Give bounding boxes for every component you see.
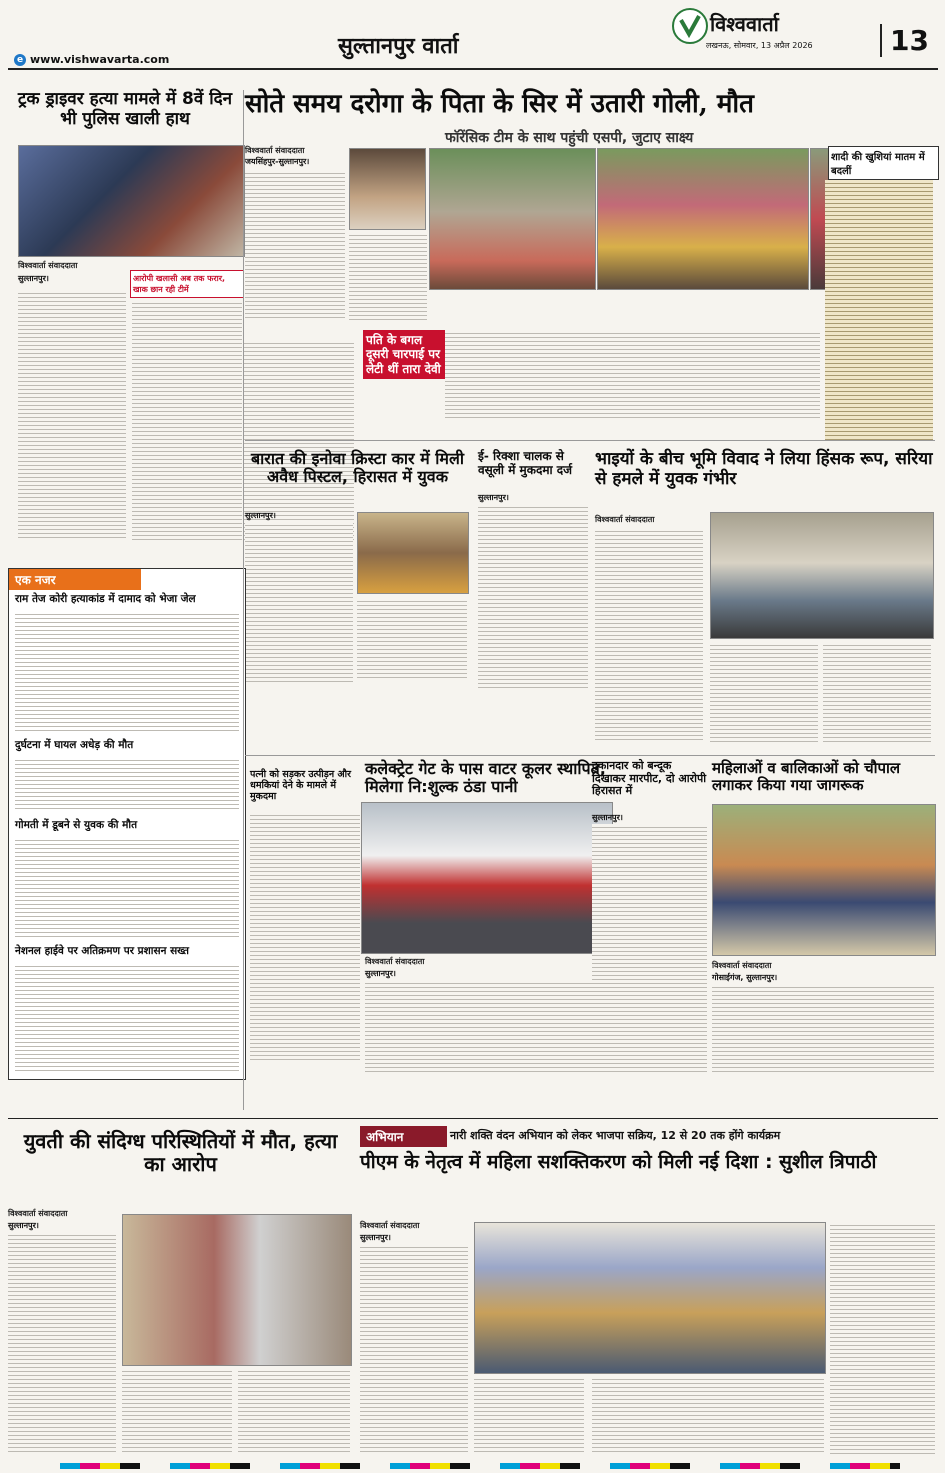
lead-headline: सोते समय दरोगा के पिता के सिर में उतारी गोली, मौत (245, 89, 754, 119)
story-truck (8, 90, 242, 560)
story-yuvati (8, 1130, 353, 1460)
ek-nazar-item-1: राम तेज कोरी हत्याकांड में दामाद को भेजा जेल (15, 593, 196, 605)
brand-logo (672, 8, 708, 44)
story-erickshaw (478, 450, 588, 750)
abhiyan-tag: अभियान (360, 1126, 447, 1147)
abhiyan-photo (474, 1222, 826, 1374)
page-header (0, 0, 945, 72)
chaupal-headline: महिलाओं व बालिकाओं को चौपाल लगाकर किया गया जागरूक (712, 759, 901, 795)
story-lead (245, 90, 935, 430)
shopkeeper-body (592, 824, 707, 1074)
cooler-body (365, 980, 610, 1075)
cooler-headline: कलेक्ट्रेट गेट के पास वाटर कूलर स्थापित, मिलेगा नि:शुल्क ठंडा पानी (365, 759, 606, 797)
story-cooler (365, 760, 610, 1080)
site-globe-icon: e (14, 54, 26, 66)
story-shopkeeper (592, 760, 707, 1080)
yuvati-body-3 (238, 1368, 350, 1452)
abhiyan-byline: विश्ववार्ता संवाददाता (360, 1221, 420, 1230)
yuvati-body-2 (122, 1368, 232, 1452)
wife-headline: पत्नी को सड़कर उत्पीड़न और धमकियां देने के मामले में मुकदमा (250, 769, 352, 802)
ek-nazar-item-2: दुर्घटना में घायल अधेड़ की मौत (15, 739, 134, 751)
truck-body (18, 290, 126, 540)
abhiyan-dateline: सुल्तानपुर। (360, 1233, 391, 1242)
brand-name: विश्ववार्ता (710, 12, 779, 36)
abhiyan-body-3 (592, 1376, 824, 1454)
erickshaw-body (478, 504, 588, 689)
barat-body-2 (357, 598, 467, 678)
barat-body-1 (245, 522, 353, 682)
brothers-body-1 (595, 528, 703, 743)
page-number: 13 (880, 24, 929, 57)
truck-dateline: सुल्तानपुर। (18, 274, 49, 283)
abhiyan-body-1 (360, 1244, 468, 1454)
ek-nazar-item-3: गोमती में डूबने से युवक की मौत (15, 819, 138, 831)
chaupal-body (712, 984, 934, 1074)
lead-sidebar-body (825, 180, 933, 440)
truck-photo (18, 145, 245, 257)
truck-headline: ट्रक ड्राइवर हत्या मामले में 8वें दिन भी पुलिस खाली हाथ (17, 89, 233, 129)
lead-sidebar-title: शादी की खुशियां मातम में बदलीं (828, 146, 939, 180)
abhiyan-strap: नारी शक्ति वंदन अभियान को लेकर भाजपा सक्रिय, 12 से 20 तक होंगे कार्यक्रम (450, 1129, 781, 1142)
dateline: लखनऊ, सोमवार, 13 अप्रैल 2026 (706, 41, 813, 50)
ek-nazar-item-1-body (15, 611, 239, 731)
truck-callout-text: आरोपी खलासी अब तक फरार, खाक छान रही टीमें (133, 274, 226, 294)
barat-headline: बारात की इनोवा क्रिस्टा कार में मिली अवैध पिस्टल, हिरासत में युवक (251, 449, 464, 487)
barat-photo (357, 512, 469, 594)
ek-nazar-box (8, 568, 246, 1080)
shopkeeper-headline: दुकानदार को बन्दूक दिखाकर मारपीट, दो आरोपी हिरासत में (592, 759, 707, 798)
brothers-headline: भाइयों के बीच भूमि विवाद ने लिया हिंसक रूप, सरिया से हमले में युवक गंभीर (595, 449, 933, 489)
truck-byline: विश्ववार्ता संवाददाता (18, 261, 78, 270)
ek-nazar-item-2-body (15, 757, 239, 812)
lead-body-2 (349, 232, 427, 322)
lead-crowd-photo-1 (429, 148, 596, 290)
story-brothers (595, 450, 935, 750)
shopkeeper-dateline: सुल्तानपुर। (592, 813, 623, 822)
yuvati-photo (122, 1214, 352, 1366)
lead-portrait-photo (349, 148, 426, 230)
ek-nazar-item-4-body (15, 963, 239, 1073)
truck-callout (130, 270, 244, 298)
yuvati-dateline: सुल्तानपुर। (8, 1221, 39, 1230)
story-wife (250, 770, 360, 1070)
yuvati-byline: विश्ववार्ता संवाददाता (8, 1209, 68, 1218)
section-title: सुल्तानपुर वार्ता (338, 33, 459, 59)
brothers-byline: विश्ववार्ता संवाददाता (595, 515, 655, 524)
story-chaupal (712, 760, 937, 1080)
chaupal-byline: विश्ववार्ता संवाददाता (712, 961, 772, 970)
erickshaw-dateline: सुल्तानपुर। (478, 493, 509, 502)
lead-byline: विश्ववार्ता संवाददाता (245, 146, 305, 155)
lead-red-caption: पति के बगल दूसरी चारपाई पर लेटी थीं तारा देवी (363, 330, 447, 379)
cooler-byline: विश्ववार्ता संवाददाता (365, 957, 425, 966)
lead-body-1 (245, 170, 345, 320)
story-barat (245, 450, 470, 750)
brothers-body-2 (710, 642, 818, 742)
chaupal-dateline: गोसाईगंज, सुल्तानपुर। (712, 973, 778, 982)
wife-body (250, 812, 360, 1062)
chaupal-photo (712, 804, 936, 956)
ek-nazar-label: एक नजर (9, 569, 141, 590)
truck-body-2 (132, 300, 242, 540)
lead-body-3 (445, 330, 820, 420)
cooler-photo (361, 802, 613, 954)
brothers-body-3 (823, 642, 931, 742)
lead-dateline: जयसिंहपुर-सुल्तानपुर। (245, 157, 310, 166)
abhiyan-body-2 (474, 1376, 584, 1454)
abhiyan-body-4 (830, 1222, 935, 1454)
cooler-dateline: सुल्तानपुर। (365, 969, 396, 978)
lead-crowd-photo-2 (597, 148, 809, 290)
ek-nazar-item-3-body (15, 837, 239, 937)
website-url: www.vishwavarta.com (30, 53, 170, 66)
lead-subhead: फॉरेंसिक टीम के साथ पहुंची एसपी, जुटाए साक्ष्य (445, 130, 694, 146)
brothers-photo (710, 512, 934, 639)
barat-dateline: सुल्तानपुर। (245, 511, 276, 520)
erickshaw-headline: ई- रिक्शा चालक से वसूली में मुकदमा दर्ज (478, 449, 573, 477)
abhiyan-headline: पीएम के नेतृत्व में महिला सशक्तिकरण को मिली नई दिशा : सुशील त्रिपाठी (360, 1151, 877, 1173)
ek-nazar-item-4: नेशनल हाईवे पर अतिक्रमण पर प्रशासन सख्त (15, 945, 190, 957)
story-abhiyan (360, 1126, 937, 1461)
yuvati-headline: युवती की संदिग्ध परिस्थितियों में मौत, हत्या का आरोप (23, 1129, 338, 1176)
print-color-bar (60, 1463, 900, 1469)
yuvati-body-1 (8, 1232, 116, 1452)
